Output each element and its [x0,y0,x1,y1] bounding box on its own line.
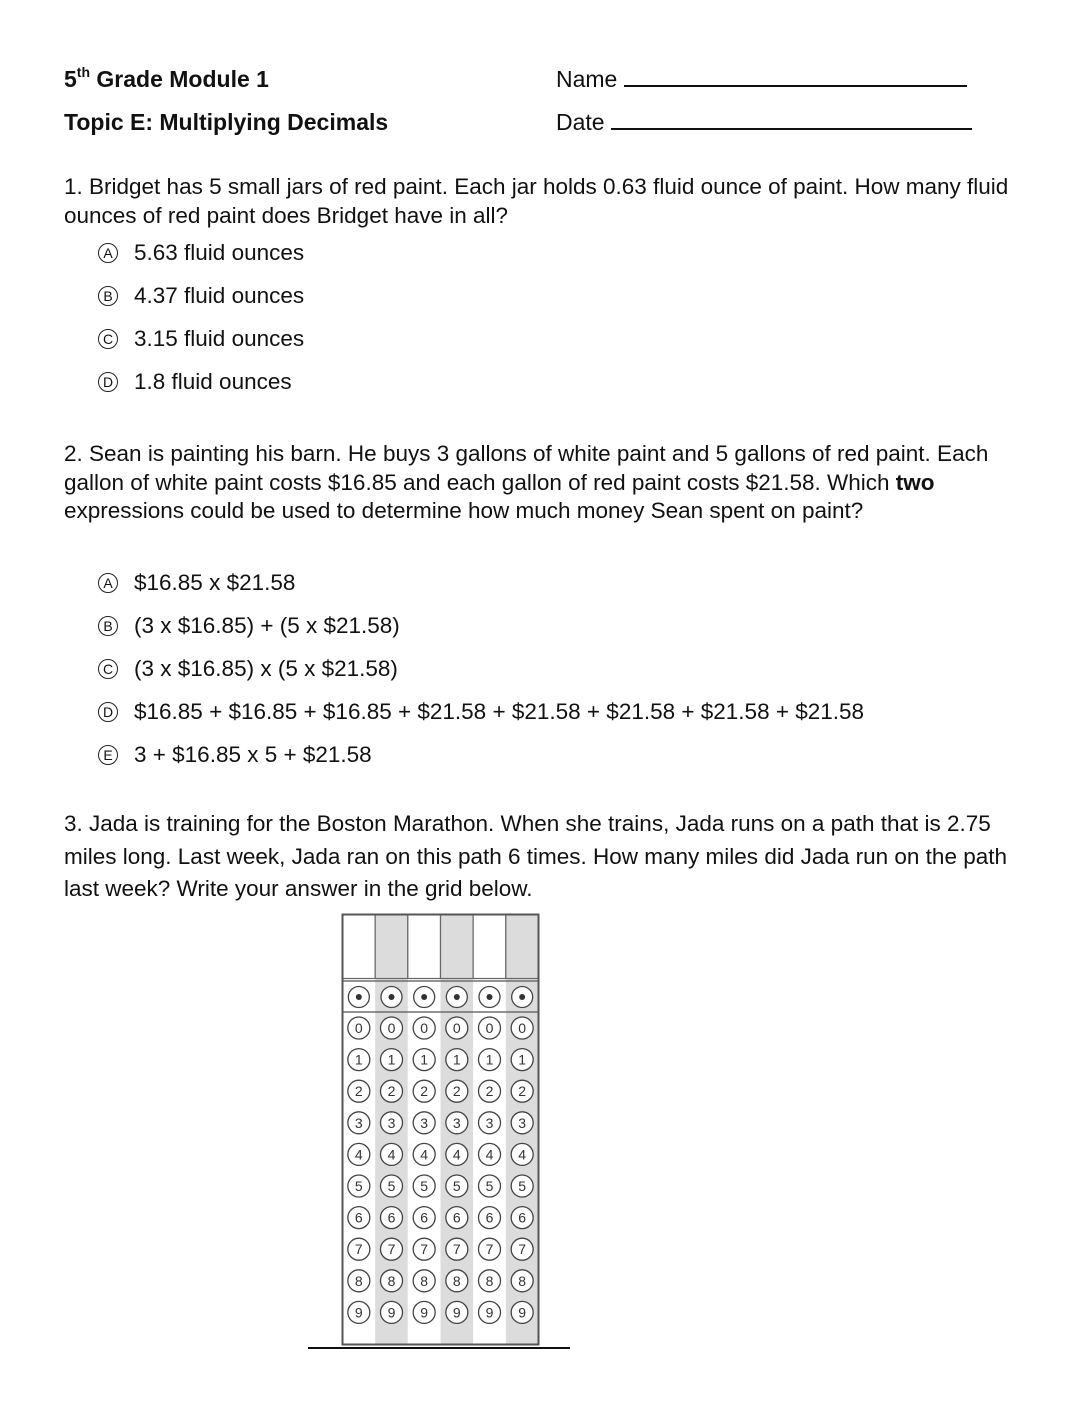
date-field[interactable] [556,108,972,136]
digit-label: 9 [387,1304,396,1321]
digit-label: 1 [354,1051,363,1068]
decimal-dot [389,994,395,1000]
digit-label: 2 [387,1083,396,1100]
name-field[interactable] [556,65,967,93]
digit-label: 3 [354,1114,363,1131]
option-text: 3 + $16.85 x 5 + $21.58 [134,742,372,767]
option-text: 3.15 fluid ounces [134,326,305,351]
question-3-text: 3. Jada is training for the Boston Marathon. When she trains, Jada runs on a path that is 2.75 miles long. Last week, Jada ran on this path 6 times. How many miles did Jada run on the path last week? Write your answer in the grid below. [64,811,1008,901]
digit-label: 2 [485,1083,494,1100]
option-letter-bubble[interactable]: D [98,372,118,392]
q2-option-d[interactable] [98,699,864,725]
digit-label: 6 [387,1209,396,1226]
decimal-dot [519,994,525,1000]
q1-option-a[interactable] [98,240,304,266]
q1-option-b[interactable] [98,283,304,309]
digit-label: 3 [420,1114,429,1131]
digit-label: 2 [420,1083,429,1100]
digit-label: 6 [485,1209,494,1226]
decimal-dot [454,994,460,1000]
digit-label: 0 [485,1020,494,1036]
option-text: 1.8 fluid ounces [134,369,292,394]
digit-label: 5 [452,1178,461,1194]
option-text: $16.85 x $21.58 [134,570,296,595]
option-letter-bubble[interactable]: C [98,329,118,349]
option-letter-bubble[interactable]: D [98,702,118,722]
question-2-text: 2. Sean is painting his barn. He buys 3 gallons of white paint and 5 gallons of red paint. Each gallon of white paint costs $16.85 and each gallon of red paint costs $21.58. Which two expressions could be used to determine how much money Sean spent on paint? [64,441,989,523]
digit-label: 9 [485,1304,494,1321]
decimal-dot [487,994,493,1000]
digit-label: 4 [518,1146,527,1163]
digit-label: 3 [485,1114,494,1131]
option-letter-bubble[interactable]: B [98,286,118,306]
digit-label: 5 [485,1178,494,1194]
digit-label: 2 [354,1083,363,1100]
digit-label: 5 [354,1178,363,1194]
date-line[interactable] [611,108,972,130]
digit-label: 1 [420,1051,429,1068]
answer-baseline [308,1347,570,1349]
digit-label: 4 [420,1146,429,1163]
digit-label: 7 [420,1241,429,1258]
digit-label: 1 [485,1051,494,1068]
digit-label: 6 [420,1209,429,1226]
option-letter-bubble[interactable]: B [98,616,118,636]
digit-label: 7 [387,1241,396,1258]
digit-label: 4 [485,1146,494,1163]
name-label: Name [556,66,618,92]
digit-label: 2 [518,1083,527,1100]
digit-label: 4 [452,1146,461,1163]
option-text: (3 x $16.85) x (5 x $21.58) [134,656,398,681]
digit-label: 9 [518,1304,527,1321]
decimal-dot [356,994,362,1000]
name-line[interactable] [624,65,967,87]
option-letter-bubble[interactable]: A [98,243,118,263]
topic-title: Topic E: Multiplying Decimals [64,109,389,135]
digit-label: 9 [452,1304,461,1321]
digit-label: 6 [452,1209,461,1226]
digit-label: 8 [387,1272,396,1289]
option-text: $16.85 + $16.85 + $16.85 + $21.58 + $21.58 + $21.58 + $21.58 + $21.58 [134,699,865,724]
digit-label: 7 [452,1241,461,1258]
digit-label: 0 [354,1020,363,1036]
digit-label: 0 [387,1020,396,1036]
digit-label: 6 [518,1209,527,1226]
digit-label: 4 [354,1146,363,1163]
digit-label: 7 [518,1241,527,1258]
option-letter-bubble[interactable]: A [98,573,118,593]
decimal-dot [421,994,427,1000]
digit-label: 8 [518,1272,527,1289]
digit-label: 7 [485,1241,494,1258]
q1-option-c[interactable] [98,326,304,352]
q2-option-e[interactable] [98,742,372,768]
q2-option-c[interactable] [98,656,398,682]
digit-label: 8 [420,1272,429,1289]
digit-label: 8 [452,1272,461,1289]
module-title: 5th Grade Module 1 [64,64,269,92]
digit-label: 3 [387,1114,396,1131]
q2-option-a[interactable] [98,570,295,596]
q2-option-b[interactable] [98,613,400,639]
digit-label: 5 [518,1178,527,1194]
answer-grid[interactable] [341,913,541,1346]
digit-label: 5 [387,1178,396,1194]
digit-label: 4 [387,1146,396,1163]
digit-label: 0 [452,1020,461,1036]
digit-label: 0 [420,1020,429,1036]
option-letter-bubble[interactable]: C [98,659,118,679]
q1-option-d[interactable] [98,369,292,395]
digit-label: 1 [518,1051,527,1068]
digit-label: 0 [518,1020,527,1036]
emphasis-two: two [895,469,935,495]
digit-label: 2 [452,1083,461,1100]
digit-label: 9 [354,1304,363,1321]
option-text: (3 x $16.85) + (5 x $21.58) [134,613,400,638]
digit-label: 9 [420,1304,429,1321]
question-1-text: 1. Bridget has 5 small jars of red paint. Each jar holds 0.63 fluid ounce of paint. How many fluid ounces of red paint does Bridget have in all? [64,174,1009,228]
option-text: 4.37 fluid ounces [134,283,305,308]
digit-label: 3 [518,1114,527,1131]
digit-label: 3 [452,1114,461,1131]
digit-label: 8 [354,1272,363,1289]
digit-label: 7 [354,1241,363,1258]
digit-label: 6 [354,1209,363,1226]
digit-label: 8 [485,1272,494,1289]
digit-label: 1 [387,1051,396,1068]
digit-label: 5 [420,1178,429,1194]
date-label: Date [556,109,605,135]
digit-label: 1 [452,1051,461,1068]
option-letter-bubble[interactable]: E [98,745,118,765]
option-text: 5.63 fluid ounces [134,240,305,265]
